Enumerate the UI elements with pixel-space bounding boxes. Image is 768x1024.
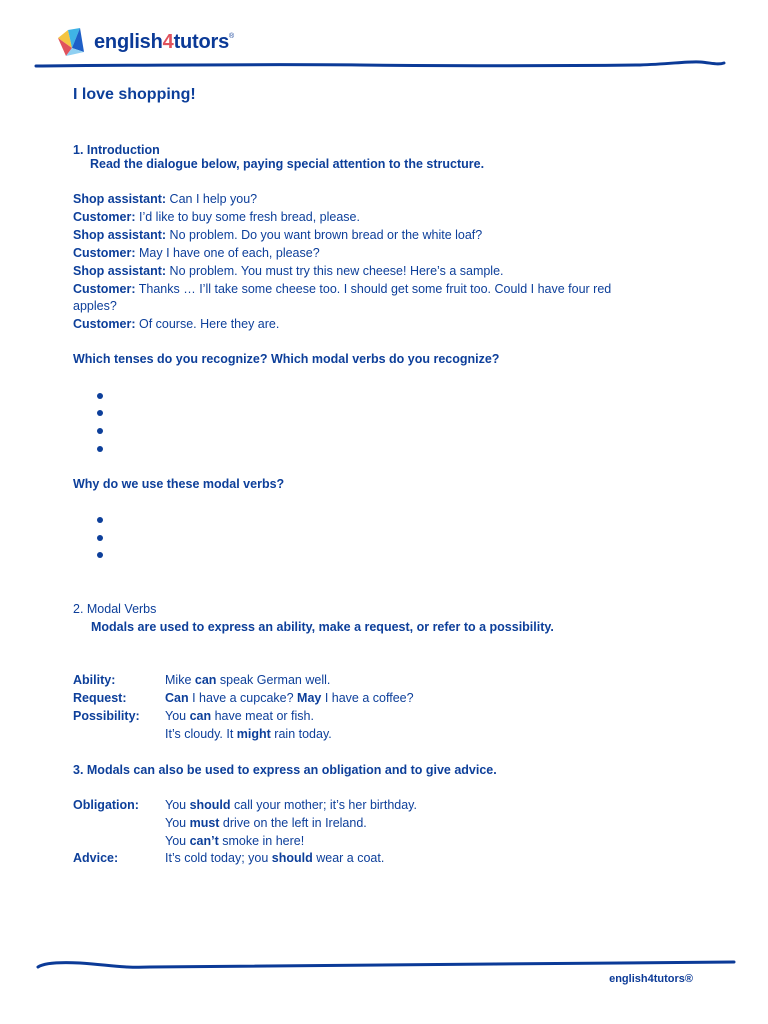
example-label: Obligation: — [73, 798, 139, 812]
bullet-point — [97, 552, 103, 558]
footer-wave-line — [0, 956, 768, 974]
example-sentence: It’s cold today; you should wear a coat. — [165, 851, 385, 865]
section1-instruction: Read the dialogue below, paying special attention to the structure. — [90, 157, 485, 171]
section2-heading: 2. Modal Verbs — [73, 602, 157, 616]
bullet-point — [97, 535, 103, 541]
footer-brand: english4tutors® — [609, 973, 693, 985]
bullet-point — [97, 410, 103, 416]
example-sentence: You should call your mother; it’s her birthday. — [165, 798, 417, 812]
bullet-point — [97, 393, 103, 399]
example-label: Possibility: — [73, 709, 140, 723]
example-label: Ability: — [73, 673, 116, 687]
dialogue-line: apples? — [73, 299, 117, 313]
section2-intro: Modals are used to express an ability, make a request, or refer to a possibility. — [91, 620, 554, 634]
section1-heading: 1. Introduction — [73, 143, 160, 157]
logo-mark-icon — [56, 26, 88, 58]
dialogue-line: Shop assistant: No problem. Do you want brown bread or the white loaf? — [73, 228, 483, 242]
brand-logo — [56, 25, 234, 59]
bullet-point — [97, 428, 103, 434]
section3-heading: 3. Modals can also be used to express an obligation and to give advice. — [73, 763, 497, 777]
example-label: Request: — [73, 691, 127, 705]
example-sentence: Can I have a cupcake? May I have a coffee? — [165, 691, 414, 705]
dialogue-line: Shop assistant: Can I help you? — [73, 192, 258, 206]
example-sentence: It’s cloudy. It might rain today. — [165, 727, 332, 741]
example-label: Advice: — [73, 851, 119, 865]
dialogue-line: Customer: I’d like to buy some fresh bread, please. — [73, 210, 360, 224]
example-sentence: You can have meat or fish. — [165, 709, 314, 723]
dialogue-line: Shop assistant: No problem. You must try this new cheese! Here’s a sample. — [73, 264, 504, 278]
logo-wordmark: english4tutors® — [94, 30, 234, 53]
bullet-point — [97, 517, 103, 523]
dialogue-line: Customer: May I have one of each, please? — [73, 246, 320, 260]
example-sentence: Mike can speak German well. — [165, 673, 331, 687]
question-tenses: Which tenses do you recognize? Which modal verbs do you recognize? — [73, 352, 500, 366]
bullet-point — [97, 446, 103, 452]
question-modal-use: Why do we use these modal verbs? — [73, 477, 285, 491]
example-sentence: You can’t smoke in here! — [165, 834, 305, 848]
example-sentence: You must drive on the left in Ireland. — [165, 816, 367, 830]
dialogue-line: Customer: Thanks … I’ll take some cheese too. I should get some fruit too. Could I have four red — [73, 282, 612, 296]
dialogue-line: Customer: Of course. Here they are. — [73, 317, 280, 331]
header-wave-line — [0, 58, 768, 74]
page-title: I love shopping! — [73, 86, 196, 103]
